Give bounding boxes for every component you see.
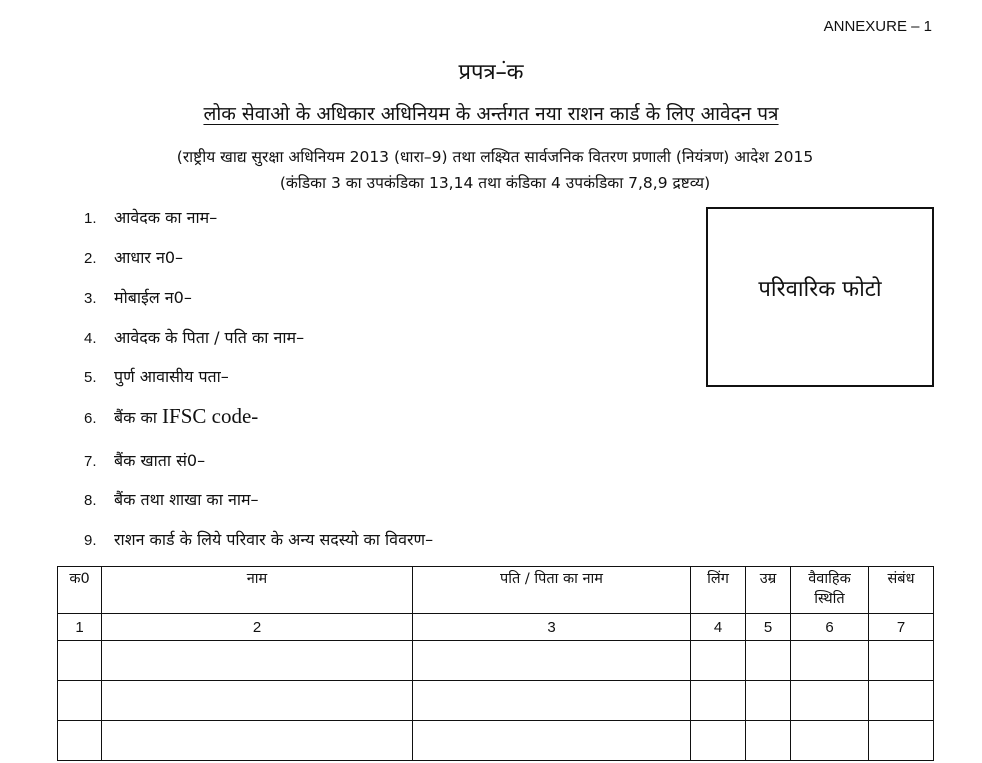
- header-serial: क0: [58, 567, 102, 614]
- header-gender: लिंग: [691, 567, 746, 614]
- field-applicant-name: [84, 206, 217, 228]
- family-members-table: [57, 566, 934, 761]
- field-label: आवेदक के पिता / पति का नाम–: [114, 328, 305, 347]
- field-number: 4.: [84, 330, 97, 347]
- family-photo-box: [706, 207, 934, 387]
- table-cell[interactable]: [869, 721, 934, 761]
- field-number: 2.: [84, 250, 97, 267]
- field-number: 6.: [84, 410, 97, 427]
- table-cell[interactable]: [869, 641, 934, 681]
- form-title-text: लोक सेवाओ के अधिकार अधिनियम के अर्न्तगत नया राशन कार्ड के लिए आवेदन पत्र: [203, 103, 779, 125]
- table-header-row: [58, 567, 934, 614]
- field-label: आधार न0–: [114, 248, 184, 267]
- field-family-members: [84, 528, 433, 550]
- field-label: बैंक खाता सं0–: [114, 451, 206, 470]
- index-cell: 6: [791, 614, 869, 641]
- index-cell: 3: [413, 614, 691, 641]
- header-marital-status: वैवाहिक स्थिति: [791, 567, 869, 614]
- index-cell: 1: [58, 614, 102, 641]
- table-index-row: [58, 614, 934, 641]
- annexure-label: ANNEXURE – 1: [823, 18, 932, 35]
- table-cell[interactable]: [102, 641, 413, 681]
- table-row: [58, 641, 934, 681]
- field-label-ifsc: IFSC code-: [162, 404, 259, 428]
- header-age: उम्र: [746, 567, 791, 614]
- field-label: बैंक तथा शाखा का नाम–: [114, 490, 259, 509]
- field-account-number: [84, 449, 205, 471]
- index-cell: 2: [102, 614, 413, 641]
- table-cell[interactable]: [746, 721, 791, 761]
- field-number: 5.: [84, 369, 97, 386]
- field-number: 3.: [84, 290, 97, 307]
- field-father-husband-name: [84, 326, 304, 348]
- table-cell[interactable]: [746, 641, 791, 681]
- field-number: 8.: [84, 492, 97, 509]
- form-title: [0, 100, 982, 126]
- table-row: [58, 721, 934, 761]
- field-mobile: [84, 286, 192, 308]
- table-cell[interactable]: [413, 721, 691, 761]
- field-number: 1.: [84, 210, 97, 227]
- header-father-husband: पति / पिता का नाम: [413, 567, 691, 614]
- reference-line-1: (राष्ट्रीय खाद्य सुरक्षा अधिनियम 2013 (धारा–9) तथा लक्ष्यित सार्वजनिक वितरण प्रणाली (नियंत्रण) आदेश 2015: [176, 148, 814, 166]
- field-bank-branch: [84, 488, 259, 510]
- field-label: बैंक का: [114, 408, 157, 427]
- form-code: प्रपत्र–ंक: [458, 60, 524, 85]
- field-label: मोबाईल न0–: [114, 288, 192, 307]
- table-cell[interactable]: [58, 681, 102, 721]
- table-cell[interactable]: [746, 681, 791, 721]
- table-cell[interactable]: [869, 681, 934, 721]
- reference-text: [50, 144, 940, 196]
- header-name: नाम: [102, 567, 413, 614]
- table-cell[interactable]: [791, 681, 869, 721]
- table-row: [58, 681, 934, 721]
- index-cell: 7: [869, 614, 934, 641]
- table-cell[interactable]: [691, 721, 746, 761]
- table-cell[interactable]: [413, 681, 691, 721]
- table-cell[interactable]: [791, 721, 869, 761]
- index-cell: 5: [746, 614, 791, 641]
- table-cell[interactable]: [102, 681, 413, 721]
- field-label: आवेदक का नाम–: [114, 208, 218, 227]
- family-photo-label: परिवारिक फोटो: [758, 277, 882, 302]
- table-cell[interactable]: [691, 641, 746, 681]
- table-cell[interactable]: [58, 721, 102, 761]
- table-cell[interactable]: [791, 641, 869, 681]
- field-ifsc: [84, 404, 258, 429]
- field-aadhaar: [84, 246, 183, 268]
- field-label: राशन कार्ड के लिये परिवार के अन्य सदस्यो का विवरण–: [114, 530, 434, 549]
- field-label: पुर्ण आवासीय पता–: [114, 367, 229, 386]
- index-cell: 4: [691, 614, 746, 641]
- table-cell[interactable]: [691, 681, 746, 721]
- table-cell[interactable]: [413, 641, 691, 681]
- field-number: 7.: [84, 453, 97, 470]
- table-cell[interactable]: [102, 721, 413, 761]
- table-cell[interactable]: [58, 641, 102, 681]
- field-number: 9.: [84, 532, 97, 549]
- header-relation: संबंध: [869, 567, 934, 614]
- reference-line-2: (कंडिका 3 का उपकंडिका 13,14 तथा कंडिका 4 उपकंडिका 7,8,9 द्रष्टव्य): [279, 174, 711, 192]
- field-address: [84, 365, 229, 387]
